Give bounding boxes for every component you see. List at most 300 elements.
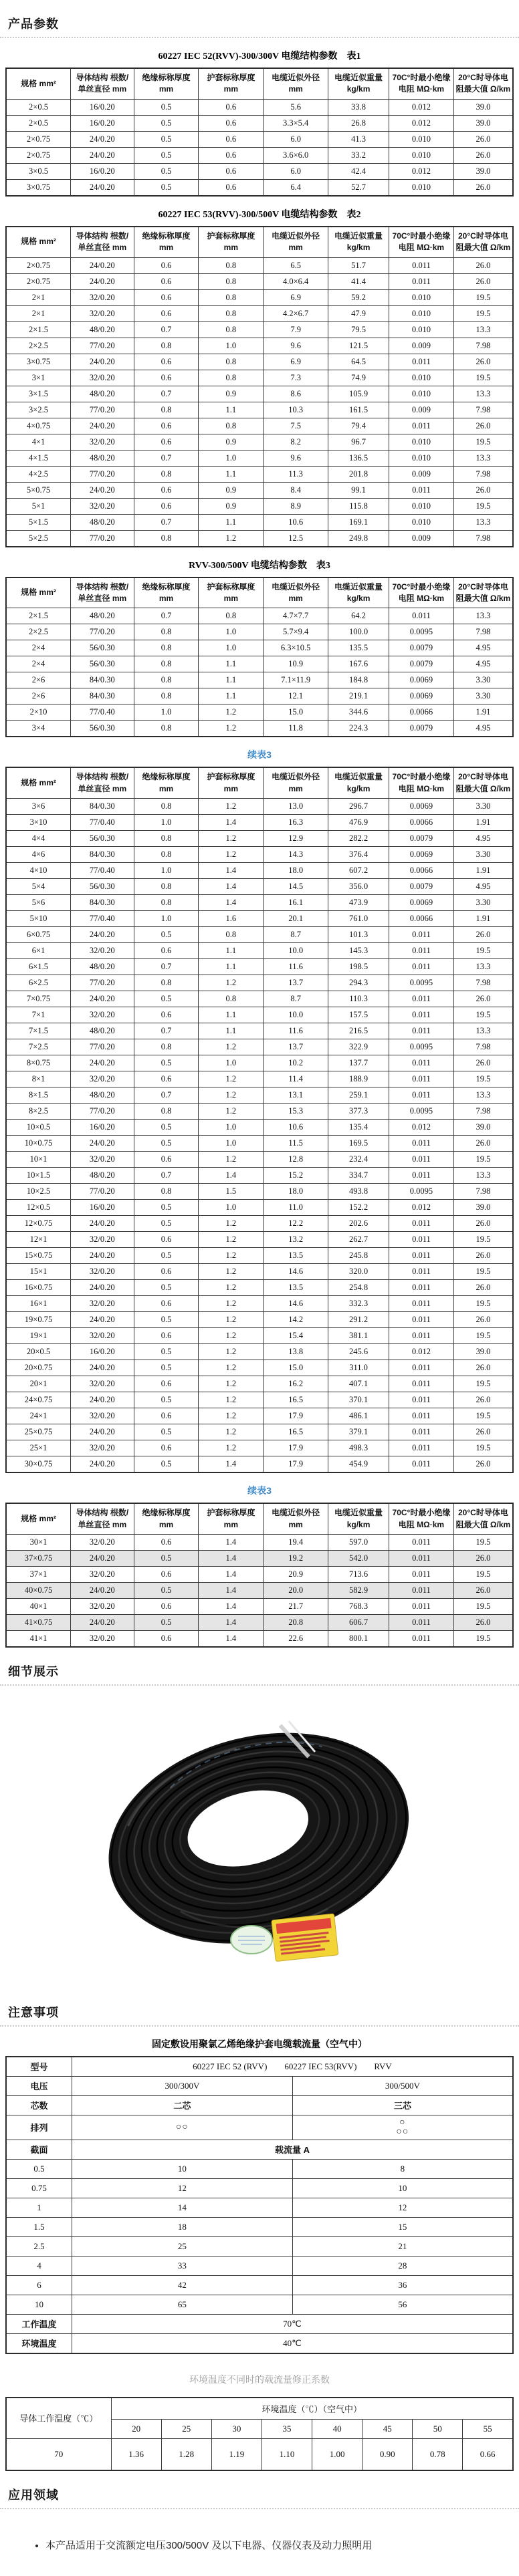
table-row — [6, 863, 513, 879]
table-row — [6, 1408, 513, 1424]
table-row — [6, 688, 513, 704]
cell: 0.5 — [134, 147, 199, 163]
column-header: 电缆近似重量 kg/km — [328, 577, 389, 608]
table-row — [6, 305, 513, 321]
cell: 56/0.30 — [71, 640, 134, 656]
cell: 77/0.40 — [71, 863, 134, 879]
cell: 6.0 — [264, 163, 328, 179]
header-row — [6, 1503, 513, 1534]
cell: 161.5 — [328, 402, 389, 418]
cell: 1.4 — [199, 1630, 264, 1647]
cell: 332.3 — [328, 1296, 389, 1312]
cell: 0.011 — [389, 1264, 454, 1280]
row-label: 6 — [6, 2275, 72, 2295]
cell: 2×0.5 — [6, 115, 71, 131]
cell: 26.0 — [453, 1360, 513, 1376]
factors-row — [6, 2438, 513, 2470]
cell: 0.010 — [389, 131, 454, 147]
cell: 0.011 — [389, 1392, 454, 1408]
cell: 0.6 — [134, 434, 199, 450]
cell: 136.5 — [328, 450, 389, 466]
cell: 1.2 — [199, 1087, 264, 1104]
cell: 2×2.5 — [6, 338, 71, 354]
cell: 0.8 — [134, 879, 199, 895]
cell: 12.9 — [264, 831, 328, 847]
cell: 26.0 — [453, 1312, 513, 1328]
cell: 0.011 — [389, 1582, 454, 1598]
cell: 11.6 — [264, 1023, 328, 1039]
cell: 24/0.20 — [71, 991, 134, 1007]
cell: 1.0 — [199, 1136, 264, 1152]
cell: 19.5 — [453, 1071, 513, 1087]
cell: 13.7 — [264, 1039, 328, 1055]
cell: 4.95 — [453, 640, 513, 656]
cell: 1.1 — [199, 1007, 264, 1023]
row-label: 0.5 — [6, 2159, 72, 2178]
cell: 2×1 — [6, 305, 71, 321]
cell: 8.7 — [264, 927, 328, 943]
table-row — [6, 1328, 513, 1344]
cell: 48/0.20 — [71, 514, 134, 530]
cell: 0.6 — [134, 1534, 199, 1550]
cell: 15.4 — [264, 1328, 328, 1344]
cell: 40℃ — [72, 2333, 513, 2353]
table-row — [6, 466, 513, 482]
cell: 167.6 — [328, 656, 389, 672]
table-row — [6, 1598, 513, 1614]
table-row — [6, 2140, 513, 2159]
table-row — [6, 959, 513, 975]
cell: 7×2.5 — [6, 1039, 71, 1055]
cell: 1.91 — [453, 815, 513, 831]
cell: 1.0 — [134, 863, 199, 879]
cell: 597.0 — [328, 1534, 389, 1550]
cell: 800.1 — [328, 1630, 389, 1647]
cell: 0.010 — [389, 179, 454, 196]
cell: 16.1 — [264, 895, 328, 911]
table-row — [6, 2217, 513, 2236]
cell: 18.0 — [264, 863, 328, 879]
cell: 0.010 — [389, 498, 454, 514]
cell: 19.5 — [453, 1376, 513, 1392]
cell: 26.0 — [453, 927, 513, 943]
cell: 6.4 — [264, 179, 328, 196]
cell: 24/0.20 — [71, 482, 134, 498]
cell: 10 — [292, 2178, 513, 2198]
cell: 2×6 — [6, 688, 71, 704]
factor-cell: 1.10 — [262, 2438, 312, 2470]
cell: 1.4 — [199, 1168, 264, 1184]
cell: 32/0.20 — [71, 289, 134, 305]
cell: 0.0095 — [389, 1039, 454, 1055]
cell: 1.2 — [199, 1424, 264, 1440]
cell: 13.5 — [264, 1280, 328, 1296]
cell: 2×1 — [6, 289, 71, 305]
cell: 0.8 — [199, 418, 264, 434]
cell: 56/0.30 — [71, 656, 134, 672]
cell: 0.010 — [389, 370, 454, 386]
cell: 30×1 — [6, 1534, 71, 1550]
cell: 6.9 — [264, 354, 328, 370]
table-row — [6, 115, 513, 131]
table-row — [6, 1424, 513, 1440]
cell: 32/0.20 — [71, 1232, 134, 1248]
cell: 8×2.5 — [6, 1104, 71, 1120]
cell: 15×1 — [6, 1264, 71, 1280]
cell: 84/0.30 — [71, 847, 134, 863]
cell: 1.1 — [199, 466, 264, 482]
cell: 5×1.5 — [6, 514, 71, 530]
cell: 259.1 — [328, 1087, 389, 1104]
cell: 77/0.20 — [71, 1104, 134, 1120]
cell: 1.0 — [199, 450, 264, 466]
cell: 0.010 — [389, 434, 454, 450]
cell: 1.2 — [199, 530, 264, 547]
table-row — [6, 1550, 513, 1566]
cell: 77/0.20 — [71, 975, 134, 991]
cell: 48/0.20 — [71, 1168, 134, 1184]
cell: 1.2 — [199, 1152, 264, 1168]
cell: 0.6 — [134, 273, 199, 289]
table-row — [6, 911, 513, 927]
cell: 0.010 — [389, 289, 454, 305]
cell: 41.3 — [328, 131, 389, 147]
column-header: 20°C时导体电阻最大值 Ω/km — [453, 577, 513, 608]
cell: 5×2.5 — [6, 530, 71, 547]
cell: 10.6 — [264, 514, 328, 530]
cell: 24/0.20 — [71, 257, 134, 273]
cell: 11.6 — [264, 959, 328, 975]
cell: 4.95 — [453, 831, 513, 847]
cell: 0.6 — [134, 1264, 199, 1280]
cell: 1.2 — [199, 1312, 264, 1328]
cell: 13.3 — [453, 514, 513, 530]
cell: 0.6 — [134, 1328, 199, 1344]
table-row — [6, 2256, 513, 2275]
temp-header: 40 — [312, 2419, 362, 2438]
cell: 15 — [292, 2217, 513, 2236]
table-row — [6, 1216, 513, 1232]
cell: 3.30 — [453, 688, 513, 704]
cell: 0.8 — [199, 354, 264, 370]
cell: 24/0.20 — [71, 1248, 134, 1264]
cell: 0.011 — [389, 1312, 454, 1328]
cell: 0.5 — [134, 927, 199, 943]
cell: 16.3 — [264, 815, 328, 831]
cell: 4×6 — [6, 847, 71, 863]
factor-cell: 0.90 — [362, 2438, 413, 2470]
cell: 10×0.5 — [6, 1120, 71, 1136]
cell: 18.0 — [264, 1184, 328, 1200]
table-row — [6, 147, 513, 163]
cell: 19.5 — [453, 1264, 513, 1280]
table-row — [6, 2076, 513, 2095]
factor-cell: 1.28 — [161, 2438, 211, 2470]
cell: 1.2 — [199, 799, 264, 815]
cell: 19×1 — [6, 1328, 71, 1344]
cell: 300/300V — [72, 2076, 292, 2095]
cell: 0.7 — [134, 386, 199, 402]
cell: 713.6 — [328, 1566, 389, 1582]
cell: 115.8 — [328, 498, 389, 514]
cell: 13.1 — [264, 1087, 328, 1104]
cell: 3×1 — [6, 370, 71, 386]
cell: 606.7 — [328, 1614, 389, 1630]
cell: 282.2 — [328, 831, 389, 847]
table-row — [6, 434, 513, 450]
cell: 1.2 — [199, 1071, 264, 1087]
cell: 32/0.20 — [71, 498, 134, 514]
table-row — [6, 721, 513, 737]
cell: 232.4 — [328, 1152, 389, 1168]
cell: 7.98 — [453, 1039, 513, 1055]
cell: 26.0 — [453, 179, 513, 196]
cell: 48/0.20 — [71, 1087, 134, 1104]
table-row — [6, 799, 513, 815]
cell: 19.5 — [453, 1440, 513, 1456]
cell: 0.8 — [134, 402, 199, 418]
cell: 0.8 — [134, 530, 199, 547]
cell: 10×2.5 — [6, 1184, 71, 1200]
cell: 0.7 — [134, 514, 199, 530]
table-row — [6, 131, 513, 147]
spec-table-4 — [0, 767, 519, 1473]
row-label: 芯数 — [6, 2095, 72, 2115]
table-row — [6, 2057, 513, 2077]
column-header: 电缆近似外径 mm — [264, 227, 328, 257]
cell: 12.5 — [264, 530, 328, 547]
table-row — [6, 2295, 513, 2314]
table-row — [6, 179, 513, 196]
cell: 64.2 — [328, 608, 389, 624]
cell: 0.6 — [134, 1232, 199, 1248]
cell: 19.5 — [453, 1630, 513, 1647]
cell: 0.7 — [134, 608, 199, 624]
row-label: 10 — [6, 2295, 72, 2314]
cell: 7.98 — [453, 338, 513, 354]
cell: 0.5 — [134, 131, 199, 147]
cell: 26.0 — [453, 418, 513, 434]
cell: 77/0.40 — [71, 815, 134, 831]
cell: 56 — [292, 2295, 513, 2314]
cell: 0.6 — [134, 305, 199, 321]
table-row — [6, 1614, 513, 1630]
cell: 0.0079 — [389, 879, 454, 895]
cell: 39.0 — [453, 1120, 513, 1136]
cell: 0.010 — [389, 305, 454, 321]
cell: 1.4 — [199, 1456, 264, 1473]
cell: 21 — [292, 2236, 513, 2256]
cell: 300/500V — [292, 2076, 513, 2095]
cell: 48/0.20 — [71, 959, 134, 975]
cell: 16×1 — [6, 1296, 71, 1312]
cell: 0.6 — [134, 418, 199, 434]
cell: 84/0.30 — [71, 672, 134, 688]
table-row — [6, 2178, 513, 2198]
cell: 188.9 — [328, 1071, 389, 1087]
table-row — [6, 1264, 513, 1280]
table-row — [6, 2236, 513, 2256]
row-label: 工作温度 — [6, 2314, 72, 2333]
cell: 6×2.5 — [6, 975, 71, 991]
cell: 0.011 — [389, 1456, 454, 1473]
cell: 1.4 — [199, 895, 264, 911]
cell: 10 — [72, 2159, 292, 2178]
cell: 0.011 — [389, 1566, 454, 1582]
cell: 24/0.20 — [71, 273, 134, 289]
cell: 0.8 — [199, 273, 264, 289]
cell: 39.0 — [453, 163, 513, 179]
cell: 202.6 — [328, 1216, 389, 1232]
cell: 56/0.30 — [71, 721, 134, 737]
cell: 19.5 — [453, 1232, 513, 1248]
cell: 42.4 — [328, 163, 389, 179]
table-row — [6, 2095, 513, 2115]
column-header: 电缆近似重量 kg/km — [328, 227, 389, 257]
table-row — [6, 1248, 513, 1264]
cell: 0.6 — [199, 179, 264, 196]
table-row — [6, 514, 513, 530]
cell: 7.3 — [264, 370, 328, 386]
cell: 0.011 — [389, 1248, 454, 1264]
cell: 1.4 — [199, 863, 264, 879]
cell: 70℃ — [72, 2314, 513, 2333]
cell: 10×1.5 — [6, 1168, 71, 1184]
cell: 1.0 — [199, 1055, 264, 1071]
cell: 1.2 — [199, 1264, 264, 1280]
cell: 0.011 — [389, 1296, 454, 1312]
cell: 10×0.75 — [6, 1136, 71, 1152]
table-row — [6, 831, 513, 847]
cell: 24/0.20 — [71, 1136, 134, 1152]
table-row — [6, 450, 513, 466]
spec-table — [5, 767, 514, 1473]
cell: 11.3 — [264, 466, 328, 482]
cell: 0.011 — [389, 1023, 454, 1039]
cell: 19.5 — [453, 370, 513, 386]
cell: 1.4 — [199, 1550, 264, 1566]
column-header: 70C°时最小绝缘电阻 MΩ·km — [389, 767, 454, 798]
row-header: 导体工作温度（℃） — [6, 2398, 111, 2439]
temp-header: 50 — [413, 2419, 463, 2438]
cell: 13.0 — [264, 799, 328, 815]
cell: 24/0.20 — [71, 1550, 134, 1566]
cell: 768.3 — [328, 1598, 389, 1614]
cell: 51.7 — [328, 257, 389, 273]
cell: 4.7×7.7 — [264, 608, 328, 624]
cell: 4×0.75 — [6, 418, 71, 434]
cell: 356.0 — [328, 879, 389, 895]
cell: 0.011 — [389, 1534, 454, 1550]
cell: 25×1 — [6, 1440, 71, 1456]
cell: 0.6 — [199, 99, 264, 115]
cell: 13.5 — [264, 1248, 328, 1264]
cell: 10.0 — [264, 943, 328, 959]
cell: 0.8 — [199, 608, 264, 624]
cell: 296.7 — [328, 799, 389, 815]
cell: 0.8 — [134, 847, 199, 863]
cell: 169.1 — [328, 514, 389, 530]
section-product-params — [0, 15, 519, 1648]
cell: 10×1 — [6, 1152, 71, 1168]
cell: 32/0.20 — [71, 434, 134, 450]
cell: 8×0.75 — [6, 1055, 71, 1071]
cell: 26.0 — [453, 1216, 513, 1232]
cell: 0.011 — [389, 1168, 454, 1184]
table-row — [6, 530, 513, 547]
cell: 24×1 — [6, 1408, 71, 1424]
cell: 0.6 — [199, 115, 264, 131]
cell: 41.4 — [328, 273, 389, 289]
cell: 4×4 — [6, 831, 71, 847]
cell: 0.8 — [134, 799, 199, 815]
cell: 77/0.20 — [71, 402, 134, 418]
cell: 100.0 — [328, 624, 389, 640]
cell: 0.6 — [134, 498, 199, 514]
cell: 7.98 — [453, 466, 513, 482]
column-header: 电缆近似外径 mm — [264, 577, 328, 608]
cell: 26.0 — [453, 1582, 513, 1598]
cell: 498.3 — [328, 1440, 389, 1456]
column-header: 护套标称厚度 mm — [199, 577, 264, 608]
cell: 48/0.20 — [71, 321, 134, 338]
cell: 48/0.20 — [71, 1023, 134, 1039]
table-row — [6, 354, 513, 370]
cell: 0.8 — [134, 1039, 199, 1055]
cell: 1.4 — [199, 1614, 264, 1630]
cell: 7.5 — [264, 418, 328, 434]
cell: 0.5 — [134, 1248, 199, 1264]
cell: 22.6 — [264, 1630, 328, 1647]
cell: 6×1.5 — [6, 959, 71, 975]
cell: 311.0 — [328, 1360, 389, 1376]
table-row — [6, 1055, 513, 1071]
table-row — [6, 704, 513, 721]
cell: 0.0069 — [389, 847, 454, 863]
table-row — [6, 2159, 513, 2178]
table-row — [6, 1104, 513, 1120]
column-header: 绝缘标称厚度 mm — [134, 68, 199, 99]
cell: 77/0.20 — [71, 624, 134, 640]
spec-table-block-3 — [0, 558, 519, 738]
cell: 0.0069 — [389, 672, 454, 688]
cell: 2×0.75 — [6, 147, 71, 163]
column-header: 电缆近似重量 kg/km — [328, 1503, 389, 1534]
cell: 0.9 — [199, 498, 264, 514]
cell: 16/0.20 — [71, 163, 134, 179]
cell: 0.6 — [199, 163, 264, 179]
cell: 33 — [72, 2256, 292, 2275]
cell: 39.0 — [453, 1200, 513, 1216]
cell: 32/0.20 — [71, 1408, 134, 1424]
cell: 16.5 — [264, 1392, 328, 1408]
factor-cell: 1.00 — [312, 2438, 362, 2470]
cell: 1.1 — [199, 672, 264, 688]
cell: 344.6 — [328, 704, 389, 721]
column-header: 护套标称厚度 mm — [199, 227, 264, 257]
spec-table-2 — [0, 226, 519, 547]
dotted-divider — [0, 37, 519, 38]
cell: 7.9 — [264, 321, 328, 338]
cell: 10.3 — [264, 402, 328, 418]
cell: 16/0.20 — [71, 99, 134, 115]
cell: 2×0.5 — [6, 99, 71, 115]
cell: 84/0.30 — [71, 688, 134, 704]
cell: 12 — [72, 2178, 292, 2198]
cell: 1.2 — [199, 1280, 264, 1296]
cell: 0.6 — [134, 1071, 199, 1087]
cell: 1.2 — [199, 1328, 264, 1344]
